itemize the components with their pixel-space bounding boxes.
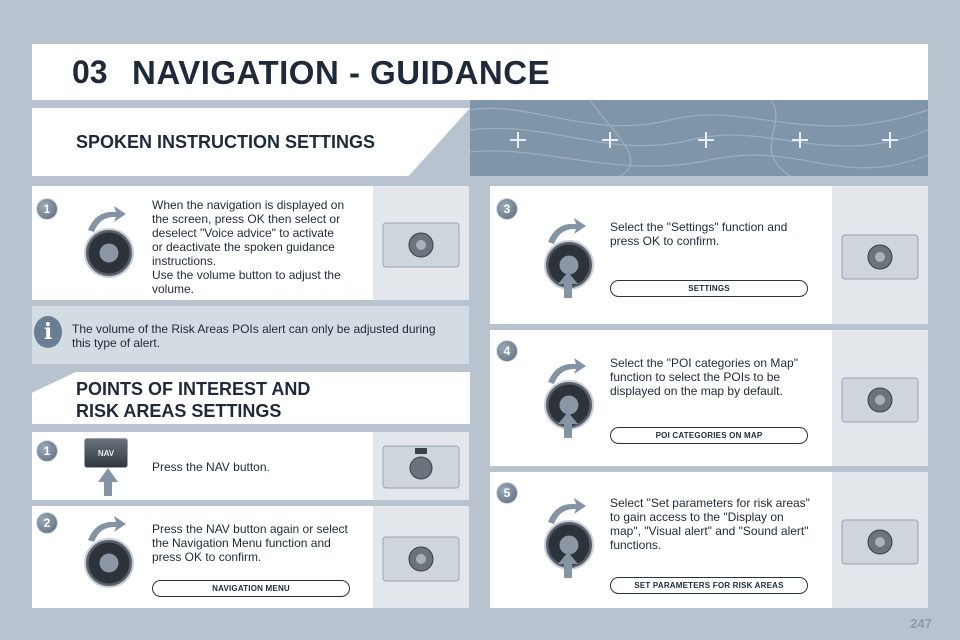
step-number-1: 1	[36, 198, 58, 220]
page-title: NAVIGATION - GUIDANCE	[132, 54, 551, 91]
chapter-number: 03	[72, 54, 108, 90]
section-title-poi: POINTS OF INTEREST AND RISK AREAS SETTINGS	[76, 379, 311, 421]
press-arrow-icon	[556, 410, 580, 440]
step-text-3: Select the "Settings" function and press OK to confirm.	[610, 220, 788, 248]
radio-unit-thumbnail	[832, 472, 928, 608]
step-text-poi-1: Press the NAV button.	[152, 460, 270, 474]
step-text-poi-2: Press the NAV button again or select the Navigation Menu function and press OK to confirm.	[152, 522, 348, 564]
menu-label-settings: SETTINGS	[610, 280, 808, 297]
page-number: 247	[910, 616, 932, 631]
map-contour-graphic	[470, 100, 928, 176]
step-number-4: 4	[496, 340, 518, 362]
step-number-5: 5	[496, 482, 518, 504]
step-text-spoken-1: When the navigation is displayed on the screen, press OK then select or deselect "Voice advice" to activate or deactivate the spoken guidance instructions. Use the volume button to adjust the volume.	[152, 198, 345, 296]
step-text-5: Select "Set parameters for risk areas" to gain access to the "Display on map", "Visual alert" and "Sound alert" functions.	[610, 496, 810, 552]
step-number-3: 3	[496, 198, 518, 220]
step-number-1: 1	[36, 440, 58, 462]
menu-label-poi-categories: POI CATEGORIES ON MAP	[610, 427, 808, 444]
control-knob-icon	[84, 228, 134, 278]
radio-unit-thumbnail	[832, 186, 928, 324]
press-arrow-icon	[556, 550, 580, 580]
press-arrow-icon	[96, 466, 120, 498]
menu-label-set-parameters: SET PARAMETERS FOR RISK AREAS	[610, 577, 808, 594]
press-arrow-icon	[556, 270, 580, 300]
radio-unit-thumbnail	[373, 186, 469, 300]
menu-label-navigation-menu: NAVIGATION MENU	[152, 580, 350, 597]
radio-unit-thumbnail	[373, 506, 469, 608]
step-number-2: 2	[36, 512, 58, 534]
map-banner	[470, 100, 928, 176]
info-icon: i	[34, 316, 62, 348]
control-knob-icon	[84, 538, 134, 588]
radio-unit-thumbnail	[373, 432, 469, 500]
info-text: The volume of the Risk Areas POIs alert can only be adjusted during this type of alert.	[72, 322, 436, 350]
nav-button-icon: NAV	[84, 438, 128, 468]
radio-unit-thumbnail	[832, 330, 928, 466]
section-title-spoken: SPOKEN INSTRUCTION SETTINGS	[76, 132, 376, 152]
step-text-4: Select the "POI categories on Map" function to select the POIs to be displayed on the map by default.	[610, 356, 798, 398]
